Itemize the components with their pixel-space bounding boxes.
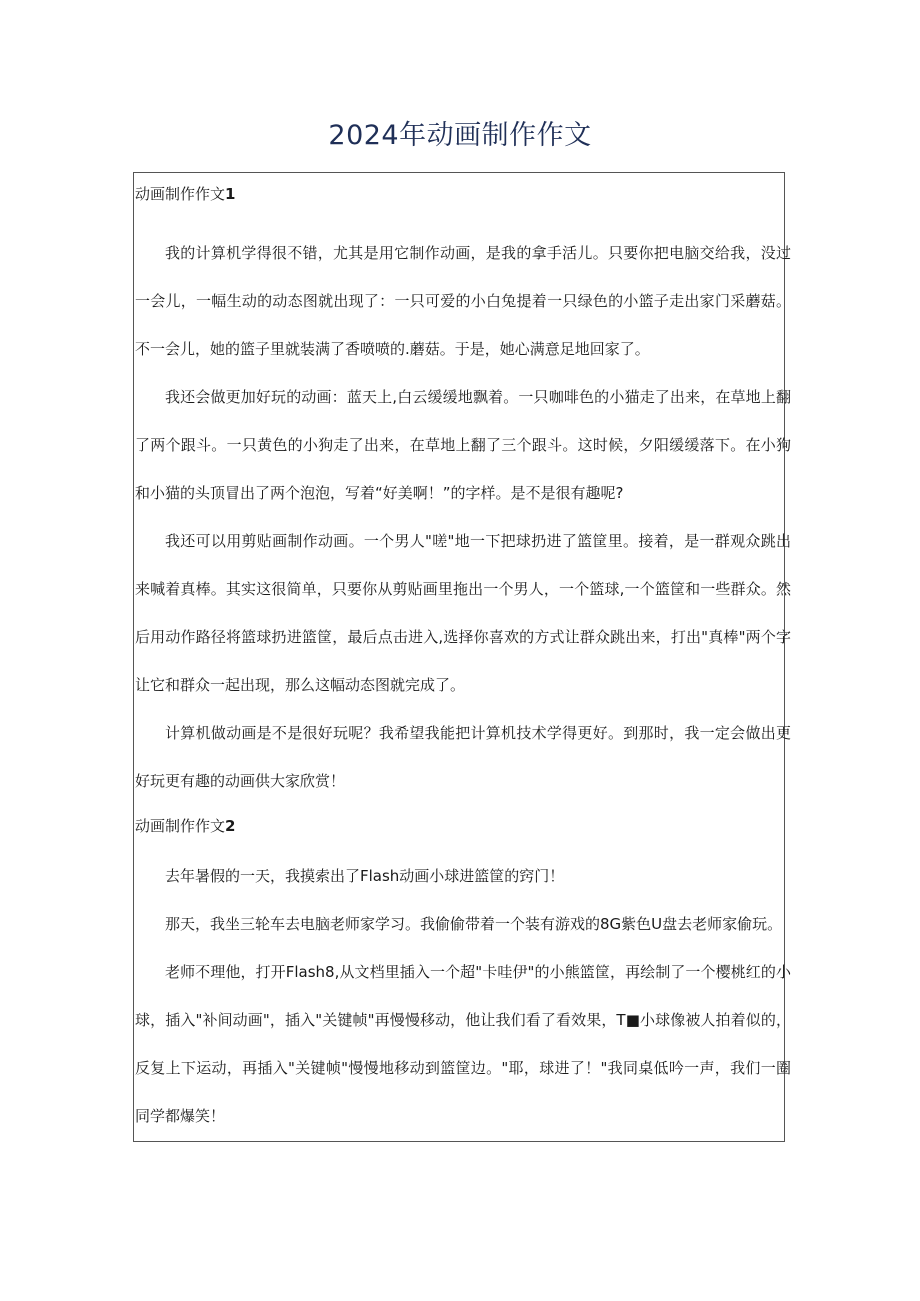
paragraph: 计算机做动画是不是很好玩呢？我希望我能把计算机技术学得更好。到那时，我一定会做出更好玩更有趣的动画供大家欣赏！	[135, 724, 791, 790]
section-heading-2: 动画制作作文2	[135, 817, 236, 835]
paragraph: 我还会做更加好玩的动画：蓝天上,白云缓缓地飘着。一只咖啡色的小猫走了出来，在草地上翻了两个跟斗。一只黄色的小狗走了出来，在草地上翻了三个跟斗。这时候，夕阳缓缓落下。在小狗和小猫的头顶冒出了两个泡泡，写着“好美啊！”的字样。是不是很有趣呢?	[135, 388, 791, 502]
document-title: 2024年动画制作作文	[328, 120, 592, 151]
section-heading-1: 动画制作作文1	[135, 185, 236, 203]
paragraph: 那天，我坐三轮车去电脑老师家学习。我偷偷带着一个装有游戏的8G紫色U盘去老师家偷玩。	[165, 915, 783, 933]
paragraph: 我还可以用剪贴画制作动画。一个男人"嗟"地一下把球扔进了篮筐里。接着，是一群观众跳出来喊着真棒。其实这很简单，只要你从剪贴画里拖出一个男人，一个篮球,一个篮筐和一些群众。然后用动作路径将篮球扔进篮筐，最后点击进入,选择你喜欢的方式让群众跳出来，打出"真棒"两个字让它和群众一起出现，那么这幅动态图就完成了。	[135, 532, 791, 694]
paragraph: 去年暑假的一天，我摸索出了Flash动画小球进篮筐的窍门！	[165, 867, 565, 885]
document-body	[135, 183, 791, 1140]
paragraph: 老师不理他，打开Flash8,从文档里插入一个超"卡哇伊"的小熊篮筐，再绘制了一个樱桃红的小球，插入"补间动画"，插入"关键帧"再慢慢移动，他让我们看了看效果，T■小球像被人拍着似的，反复上下运动，再插入"关键帧"慢慢地移动到篮筐边。"耶，球进了！"我同桌低吟一声，我们一圈同学都爆笑！	[135, 963, 791, 1125]
paragraph: 我的计算机学得很不错，尤其是用它制作动画，是我的拿手活儿。只要你把电脑交给我，没过一会儿，一幅生动的动态图就出现了：一只可爱的小白兔提着一只绿色的小篮子走出家门采蘑菇。不一会儿，她的篮子里就装满了香喷喷的.蘑菇。于是，她心满意足地回家了。	[135, 244, 791, 358]
